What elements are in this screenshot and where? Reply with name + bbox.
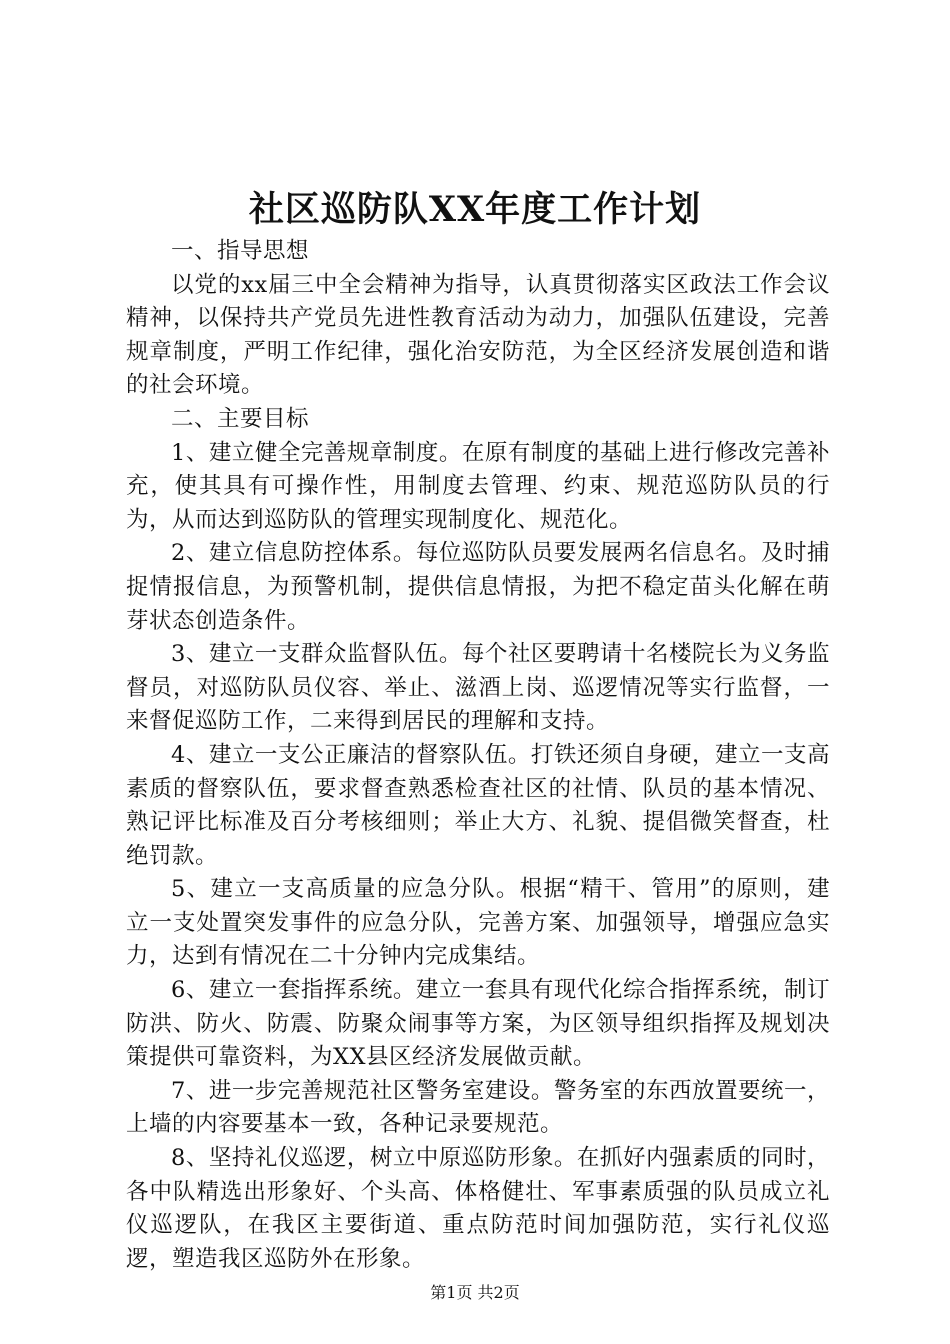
- paragraph-goal-8: 8、坚持礼仪巡逻，树立中原巡防形象。在抓好内强素质的同时，各中队精选出形象好、个头高、体格健壮、军事素质强的队员成立礼仪巡逻队，在我区主要街道、重点防范时间加强防范，实行礼仪巡逻，塑造我区巡防外在形象。: [126, 1145, 830, 1272]
- paragraph-goal-4: 4、建立一支公正廉洁的督察队伍。打铁还须自身硬，建立一支高素质的督察队伍，要求督查熟悉检查社区的社情、队员的基本情况、熟记评比标准及百分考核细则；举止大方、礼貌、提倡微笑督查，杜绝罚款。: [126, 741, 830, 869]
- section-heading-guiding-ideology: 一、指导思想: [171, 238, 310, 264]
- paragraph-goal-6: 6、建立一套指挥系统。建立一套具有现代化综合指挥系统，制订防洪、防火、防震、防聚众闹事等方案，为区领导组织指挥及规划决策提供可靠资料，为XX县区经济发展做贡献。: [126, 977, 830, 1071]
- paragraph-goal-1: 1、建立健全完善规章制度。在原有制度的基础上进行修改完善补充，使其具有可操作性，用制度去管理、约束、规范巡防队员的行为，从而达到巡防队的管理实现制度化、规范化。: [126, 439, 830, 533]
- section-heading-main-goals: 二、主要目标: [171, 405, 310, 432]
- paragraph-goal-5: 5、建立一支高质量的应急分队。根据“精干、管用”的原则，建立一支处置突发事件的应急分队，完善方案、加强领导，增强应急实力，达到有情况在二十分钟内完成集结。: [126, 876, 830, 970]
- paragraph-goal-3: 3、建立一支群众监督队伍。每个社区要聘请十名楼院长为义务监督员，对巡防队员仪容、举止、滋酒上岗、巡逻情况等实行监督，一来督促巡防工作，二来得到居民的理解和支持。: [126, 641, 830, 735]
- document-body: [126, 235, 830, 1276]
- paragraph-guiding-ideology: 以党的xx届三中全会精神为指导，认真贯彻落实区政法工作会议精神，以保持共产党员先进性教育活动为动力，加强队伍建设，完善规章制度，严明工作纪律，强化治安防范，为全区经济发展创造和谐的社会环境。: [126, 271, 830, 399]
- document-title: 社区巡防队XX年度工作计划: [248, 189, 702, 230]
- paragraph-goal-7: 7、进一步完善规范社区警务室建设。警务室的东西放置要统一，上墙的内容要基本一致，各种记录要规范。: [126, 1077, 830, 1138]
- page-footer: 第1页 共2页: [430, 1283, 520, 1302]
- paragraph-goal-2: 2、建立信息防控体系。每位巡防队员要发展两名信息名。及时捕捉情报信息，为预警机制，提供信息情报，为把不稳定苗头化解在萌芽状态创造条件。: [126, 540, 830, 634]
